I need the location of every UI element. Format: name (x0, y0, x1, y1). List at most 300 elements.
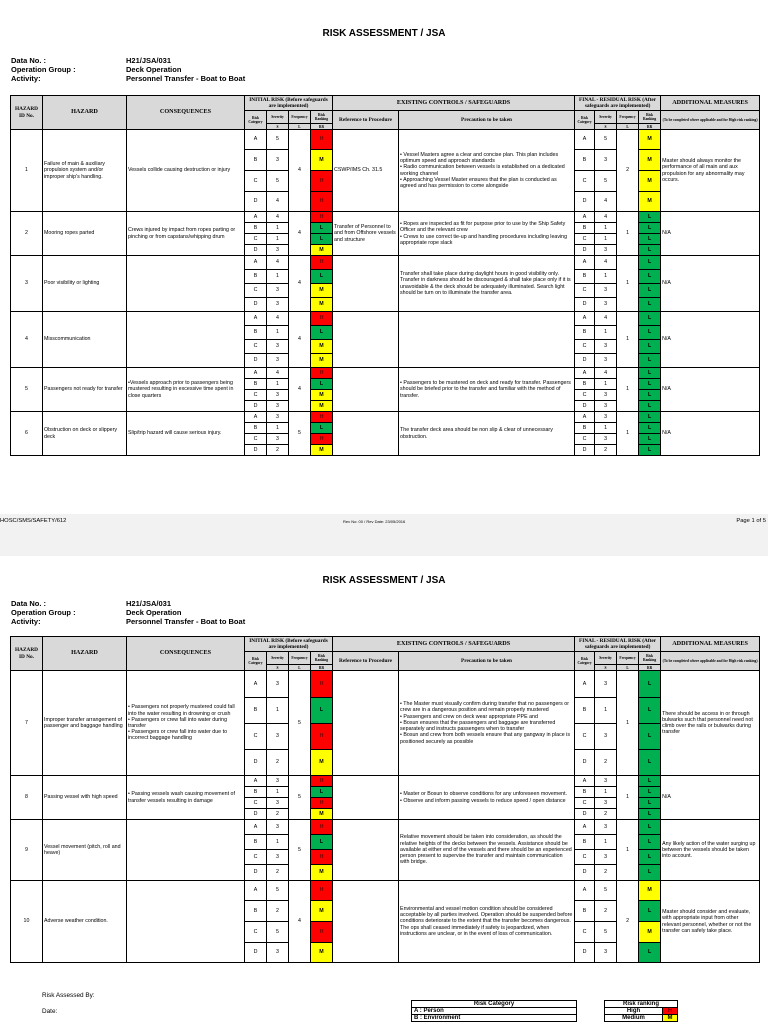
initial-severity: 2 (267, 809, 289, 820)
risk-ranking-legend (604, 1000, 678, 1022)
final-frequency: 1 (617, 212, 639, 256)
initial-frequency: 4 (289, 881, 311, 963)
final-risk-category: B (575, 326, 595, 340)
final-severity: 5 (595, 171, 617, 192)
final-risk-ranking: L (639, 445, 661, 456)
header-risk-ranking: Risk Ranking (639, 111, 661, 124)
reference-procedure (333, 368, 399, 412)
final-risk-ranking: L (639, 750, 661, 776)
final-risk-category: C (575, 390, 595, 401)
initial-severity: 3 (267, 354, 289, 368)
initial-risk-category: A (245, 881, 267, 901)
header-col-l: L (617, 665, 639, 671)
initial-risk-ranking: H (311, 368, 333, 379)
initial-risk-category: B (245, 326, 267, 340)
initial-risk-ranking: M (311, 901, 333, 922)
legend-title: Risk Category (412, 1001, 577, 1008)
initial-risk-ranking: M (311, 390, 333, 401)
hazard-id: 2 (11, 212, 43, 256)
header-final-risk: FINAL - RESIDUAL RISK (After safeguards are implemented) (575, 96, 661, 111)
initial-severity: 1 (267, 787, 289, 798)
initial-severity: 3 (267, 820, 289, 835)
initial-risk-category: A (245, 671, 267, 698)
legend-item: Medium (605, 1015, 663, 1022)
initial-risk-ranking: H (311, 212, 333, 223)
initial-severity: 3 (267, 284, 289, 298)
final-risk-category: A (575, 671, 595, 698)
initial-severity: 1 (267, 423, 289, 434)
footer-doc-id: HOSC/SMS/SAFETY/612 (0, 518, 67, 524)
final-risk-ranking: L (639, 284, 661, 298)
precaution-text: Relative movement should be taken into consideration, as should the relative heights of the decks between the vessels. Assistance should be available at either end of the vessels and there should be an experienced person present to supervise the transfer and maintain communication with bridge. (399, 820, 575, 881)
final-risk-category: A (575, 412, 595, 423)
final-severity: 2 (595, 445, 617, 456)
initial-risk-ranking: H (311, 850, 333, 865)
consequence-text (127, 820, 245, 881)
initial-severity: 1 (267, 326, 289, 340)
date-label: Date: (42, 1008, 58, 1015)
initial-risk-ranking: H (311, 724, 333, 750)
hazard-text: Adverse weather condition. (43, 881, 127, 963)
final-risk-category: C (575, 340, 595, 354)
final-severity: 1 (595, 698, 617, 724)
header-precaution: Precaution to be taken (399, 111, 575, 130)
initial-risk-ranking: M (311, 298, 333, 312)
final-severity: 3 (595, 150, 617, 171)
final-severity: 3 (595, 434, 617, 445)
initial-frequency: 5 (289, 820, 311, 881)
header-frequency: Frequency (617, 652, 639, 665)
final-severity: 1 (595, 234, 617, 245)
initial-risk-category: C (245, 922, 267, 943)
final-severity: 4 (595, 192, 617, 212)
header-hazard: HAZARD (43, 637, 127, 671)
header-risk-category: Risk Category (245, 652, 267, 671)
initial-frequency: 5 (289, 412, 311, 456)
meta-value: Deck Operation (126, 608, 182, 617)
hazard-text: Poor visibility or lighting (43, 256, 127, 312)
additional-measures-text: N/A (661, 256, 760, 312)
final-risk-ranking: L (639, 865, 661, 881)
final-risk-category: B (575, 379, 595, 390)
header-reference: Reference to Procedure (333, 652, 399, 671)
final-risk-ranking: M (639, 881, 661, 901)
final-risk-ranking: L (639, 401, 661, 412)
final-risk-category: D (575, 809, 595, 820)
final-severity: 3 (595, 298, 617, 312)
precaution-text: • Vessel Masters agree a clear and concise plan. This plan includes optimum speed and approach standards • Radio communication between vessels is established on a dedicated working channel • Approaching Vessel Master ensures that the plan is conducted as agreed and has permission to come alongside (399, 130, 575, 212)
initial-severity: 1 (267, 234, 289, 245)
final-frequency: 1 (617, 412, 639, 456)
final-risk-category: D (575, 192, 595, 212)
meta-value: Personnel Transfer - Boat to Boat (126, 74, 246, 83)
meta-value: H21/JSA/031 (126, 599, 172, 608)
initial-risk-category: A (245, 368, 267, 379)
initial-frequency: 4 (289, 256, 311, 312)
initial-risk-category: C (245, 798, 267, 809)
additional-measures-text: Master should always monitor the performance of all main and aux propulsion for any abnormality may occurs. (661, 130, 760, 212)
final-severity: 3 (595, 671, 617, 698)
final-risk-ranking: L (639, 234, 661, 245)
hazard-text: Obstruction on deck or slippery deck (43, 412, 127, 456)
final-frequency: 1 (617, 312, 639, 368)
hazard-text: Improper transfer arrangement of passenger and baggage handling (43, 671, 127, 776)
risk-table-page-1 (10, 95, 760, 456)
initial-severity: 3 (267, 298, 289, 312)
header-additional-note: (To be completed where applicable and for High risk ranking) (661, 111, 760, 130)
initial-risk-category: B (245, 223, 267, 234)
header-risk-category: Risk Category (575, 111, 595, 130)
final-risk-category: C (575, 234, 595, 245)
final-risk-category: D (575, 354, 595, 368)
initial-risk-ranking: L (311, 223, 333, 234)
final-risk-ranking: M (639, 130, 661, 150)
header-additional-measures: ADDITIONAL MEASURES (661, 96, 760, 111)
final-risk-category: D (575, 401, 595, 412)
consequence-text: •Vessels approach prior to passengers being mustered resulting in excessive time spent in close quarters (127, 368, 245, 412)
final-risk-category: A (575, 776, 595, 787)
final-risk-ranking: L (639, 270, 661, 284)
initial-severity: 2 (267, 750, 289, 776)
final-severity: 1 (595, 270, 617, 284)
legend-item: High (605, 1008, 663, 1015)
hazard-id: 6 (11, 412, 43, 456)
final-risk-ranking: L (639, 245, 661, 256)
final-risk-category: C (575, 850, 595, 865)
final-risk-ranking: M (639, 171, 661, 192)
final-severity: 5 (595, 922, 617, 943)
header-col-s: S (267, 124, 289, 130)
final-risk-ranking: L (639, 223, 661, 234)
header-col-l: L (289, 665, 311, 671)
initial-risk-ranking: H (311, 312, 333, 326)
meta-label: Data No. : (11, 599, 47, 608)
final-severity: 3 (595, 798, 617, 809)
additional-measures-text: N/A (661, 212, 760, 256)
initial-severity: 3 (267, 724, 289, 750)
reference-procedure (333, 671, 399, 776)
precaution-text: • The Master must visually confirm during transfer that no passengers or crew are in a dangerous position and remain properly mustered • Passengers and crew on deck wear appropriate PPE and • Bosun ensures that the passengers and baggage are transferred separately and instructs passengers when to transfer • Bosun and crew from both vessels ensure that any gangway in place is positioned securely as possible (399, 671, 575, 776)
legend-item: A : Person (412, 1008, 577, 1015)
consequence-text (127, 881, 245, 963)
initial-severity: 1 (267, 223, 289, 234)
hazard-id: 7 (11, 671, 43, 776)
final-risk-category: B (575, 223, 595, 234)
initial-risk-category: D (245, 401, 267, 412)
initial-severity: 1 (267, 270, 289, 284)
initial-severity: 3 (267, 390, 289, 401)
header-severity: Severity (595, 652, 617, 665)
final-risk-category: B (575, 698, 595, 724)
final-risk-category: A (575, 130, 595, 150)
additional-measures-text: N/A (661, 312, 760, 368)
header-frequency: Frequency (289, 652, 311, 665)
final-risk-category: A (575, 820, 595, 835)
initial-risk-ranking: L (311, 835, 333, 850)
initial-risk-category: C (245, 340, 267, 354)
hazard-id: 9 (11, 820, 43, 881)
final-risk-ranking: L (639, 423, 661, 434)
initial-risk-ranking: H (311, 820, 333, 835)
initial-severity: 3 (267, 340, 289, 354)
final-frequency: 1 (617, 820, 639, 881)
final-severity: 2 (595, 865, 617, 881)
initial-risk-category: A (245, 312, 267, 326)
initial-risk-category: B (245, 423, 267, 434)
final-risk-category: C (575, 724, 595, 750)
final-risk-ranking: L (639, 776, 661, 787)
final-severity: 3 (595, 850, 617, 865)
final-frequency: 1 (617, 368, 639, 412)
initial-risk-category: B (245, 787, 267, 798)
initial-risk-ranking: H (311, 671, 333, 698)
final-risk-category: D (575, 943, 595, 963)
initial-severity: 3 (267, 776, 289, 787)
initial-severity: 3 (267, 401, 289, 412)
risk-table-page-2 (10, 636, 760, 963)
page-2 (0, 556, 768, 1024)
initial-risk-category: D (245, 354, 267, 368)
header-frequency: Frequency (617, 111, 639, 124)
initial-risk-category: D (245, 192, 267, 212)
table-row (11, 130, 760, 150)
final-severity: 3 (595, 340, 617, 354)
initial-risk-category: D (245, 445, 267, 456)
initial-risk-ranking: H (311, 776, 333, 787)
final-severity: 2 (595, 809, 617, 820)
header-risk-category: Risk Category (245, 111, 267, 130)
header-severity: Severity (267, 652, 289, 665)
final-risk-ranking: L (639, 434, 661, 445)
initial-risk-ranking: M (311, 809, 333, 820)
final-severity: 2 (595, 750, 617, 776)
consequence-text: Vessels collide causing destruction or injury (127, 130, 245, 212)
initial-severity: 1 (267, 379, 289, 390)
initial-frequency: 4 (289, 368, 311, 412)
header-reference: Reference to Procedure (333, 111, 399, 130)
initial-severity: 5 (267, 922, 289, 943)
initial-severity: 2 (267, 901, 289, 922)
consequence-text (127, 256, 245, 312)
final-risk-category: C (575, 171, 595, 192)
meta-block (11, 56, 245, 83)
table-row (11, 776, 760, 787)
final-risk-ranking: L (639, 820, 661, 835)
final-risk-category: B (575, 423, 595, 434)
final-severity: 4 (595, 256, 617, 270)
initial-risk-ranking: H (311, 434, 333, 445)
final-risk-category: D (575, 445, 595, 456)
final-risk-category: A (575, 368, 595, 379)
final-risk-ranking: L (639, 809, 661, 820)
hazard-id: 4 (11, 312, 43, 368)
initial-risk-ranking: L (311, 787, 333, 798)
precaution-text: • Passengers to be mustered on deck and ready for transfer. Passengers should be briefed prior to the transfer and familiar with the method of transfer. (399, 368, 575, 412)
initial-risk-category: C (245, 434, 267, 445)
final-risk-ranking: M (639, 922, 661, 943)
header-col-s: S (267, 665, 289, 671)
initial-risk-ranking: L (311, 234, 333, 245)
final-severity: 5 (595, 130, 617, 150)
final-risk-ranking: L (639, 724, 661, 750)
initial-severity: 3 (267, 850, 289, 865)
final-risk-category: C (575, 922, 595, 943)
assessed-by-label: Risk Assessed By: (42, 992, 95, 999)
final-severity: 1 (595, 835, 617, 850)
final-severity: 1 (595, 423, 617, 434)
final-risk-category: A (575, 312, 595, 326)
meta-label: Activity: (11, 74, 41, 83)
meta-block (11, 599, 245, 626)
initial-risk-category: D (245, 298, 267, 312)
consequence-text (127, 312, 245, 368)
consequence-text: Slip/trip hazard will cause serious injury. (127, 412, 245, 456)
final-severity: 3 (595, 284, 617, 298)
consequence-text: • Passengers not properly mustered could fall into the water resulting in drowning or crush • Passengers or crew fall into water during transfer • Passengers or crew fall into water due to incorrect baggage handling (127, 671, 245, 776)
header-severity: Severity (595, 111, 617, 124)
header-col-l: L (289, 124, 311, 130)
final-severity: 4 (595, 212, 617, 223)
final-risk-ranking: L (639, 312, 661, 326)
initial-severity: 2 (267, 445, 289, 456)
initial-risk-category: C (245, 234, 267, 245)
initial-severity: 5 (267, 171, 289, 192)
hazard-id: 8 (11, 776, 43, 820)
hazard-id: 5 (11, 368, 43, 412)
final-frequency: 1 (617, 776, 639, 820)
header-risk-ranking: Risk Ranking (311, 652, 333, 665)
header-severity: Severity (267, 111, 289, 124)
initial-risk-ranking: H (311, 412, 333, 423)
initial-risk-ranking: H (311, 798, 333, 809)
initial-risk-ranking: L (311, 326, 333, 340)
initial-risk-category: A (245, 820, 267, 835)
hazard-text: Misscommunication (43, 312, 127, 368)
hazard-text: Mooring ropes parted (43, 212, 127, 256)
header-col-rr: RR (311, 665, 333, 671)
initial-severity: 2 (267, 865, 289, 881)
final-severity: 3 (595, 245, 617, 256)
initial-risk-category: C (245, 724, 267, 750)
final-risk-category: A (575, 212, 595, 223)
initial-risk-ranking: M (311, 340, 333, 354)
table-row (11, 256, 760, 270)
meta-value: H21/JSA/031 (126, 56, 172, 65)
final-severity: 3 (595, 412, 617, 423)
meta-label: Activity: (11, 617, 41, 626)
final-risk-category: A (575, 881, 595, 901)
final-risk-category: D (575, 865, 595, 881)
initial-risk-category: D (245, 750, 267, 776)
header-col-s: S (595, 665, 617, 671)
final-risk-ranking: M (639, 192, 661, 212)
hazard-text: Vessel movement (pitch, roll and heave) (43, 820, 127, 881)
hazard-text: Failure of main & auxiliary propulsion system and/or improper ship's handling. (43, 130, 127, 212)
meta-value: Personnel Transfer - Boat to Boat (126, 617, 246, 626)
table-row (11, 212, 760, 223)
initial-risk-ranking: M (311, 943, 333, 963)
final-severity: 3 (595, 354, 617, 368)
table-row (11, 312, 760, 326)
initial-severity: 4 (267, 192, 289, 212)
meta-label: Data No. : (11, 56, 47, 65)
initial-risk-ranking: L (311, 423, 333, 434)
initial-risk-category: C (245, 284, 267, 298)
meta-label: Operation Group : (11, 608, 76, 617)
page-footer (0, 517, 768, 527)
initial-risk-category: A (245, 256, 267, 270)
hazard-id: 1 (11, 130, 43, 212)
initial-risk-category: A (245, 412, 267, 423)
initial-risk-category: D (245, 943, 267, 963)
initial-risk-ranking: M (311, 354, 333, 368)
initial-frequency: 4 (289, 312, 311, 368)
reference-procedure (333, 412, 399, 456)
final-severity: 3 (595, 943, 617, 963)
reference-procedure (333, 312, 399, 368)
final-risk-ranking: L (639, 671, 661, 698)
initial-risk-ranking: M (311, 445, 333, 456)
initial-frequency: 5 (289, 671, 311, 776)
final-risk-category: D (575, 245, 595, 256)
final-severity: 5 (595, 881, 617, 901)
initial-severity: 4 (267, 256, 289, 270)
initial-risk-ranking: M (311, 245, 333, 256)
additional-measures-text: Any likely action of the water surging up between the vessels should be taken into account. (661, 820, 760, 881)
final-severity: 1 (595, 379, 617, 390)
header-consequences: CONSEQUENCES (127, 637, 245, 671)
reference-procedure (333, 820, 399, 881)
header-additional-measures: ADDITIONAL MEASURES (661, 637, 760, 652)
initial-risk-ranking: H (311, 171, 333, 192)
initial-frequency: 5 (289, 776, 311, 820)
precaution-text: • Master or Bosun to observe conditions for any unforeseen movement. • Observe and inform passing vessels to reduce speed / open distance (399, 776, 575, 820)
precaution-text: Transfer shall take place during daylight hours in good visibility only. Transfer in darkness should be discouraged & shall take place only if it is unavoidable & the deck should be adequately illuminated. Search light should be turn on to illuminate the transfer area. (399, 256, 575, 312)
header-existing-controls: EXISTING CONTROLS / SAFEGUARDS (333, 96, 575, 111)
hazard-text: Passengers not ready for transfer (43, 368, 127, 412)
meta-value: Deck Operation (126, 65, 182, 74)
page-title: RISK ASSESSMENT / JSA (322, 28, 446, 39)
hazard-text: Passing vessel with high speed (43, 776, 127, 820)
header-risk-ranking: Risk Ranking (311, 111, 333, 124)
initial-risk-ranking: H (311, 130, 333, 150)
reference-procedure: Transfer of Personnel to and from Offshore vessels and structure (333, 212, 399, 256)
header-risk-category: Risk Category (575, 652, 595, 671)
final-frequency: 1 (617, 256, 639, 312)
initial-risk-ranking: H (311, 256, 333, 270)
hazard-id: 3 (11, 256, 43, 312)
table-row (11, 412, 760, 423)
final-severity: 4 (595, 368, 617, 379)
final-frequency: 1 (617, 671, 639, 776)
initial-risk-category: B (245, 379, 267, 390)
precaution-text (399, 312, 575, 368)
final-risk-category: B (575, 787, 595, 798)
final-severity: 3 (595, 390, 617, 401)
initial-risk-category: D (245, 245, 267, 256)
header-hazard-id: HAZARD ID No. (11, 637, 43, 671)
final-risk-category: B (575, 835, 595, 850)
final-risk-ranking: L (639, 943, 661, 963)
header-initial-risk: INITIAL RISK (Before safeguards are implemented) (245, 96, 333, 111)
initial-severity: 5 (267, 130, 289, 150)
header-col-rr: RR (639, 124, 661, 130)
header-precaution: Precaution to be taken (399, 652, 575, 671)
initial-risk-ranking: H (311, 922, 333, 943)
table-row (11, 881, 760, 901)
header-additional-note: (To be completed where applicable and for High risk ranking) (661, 652, 760, 671)
initial-severity: 1 (267, 698, 289, 724)
